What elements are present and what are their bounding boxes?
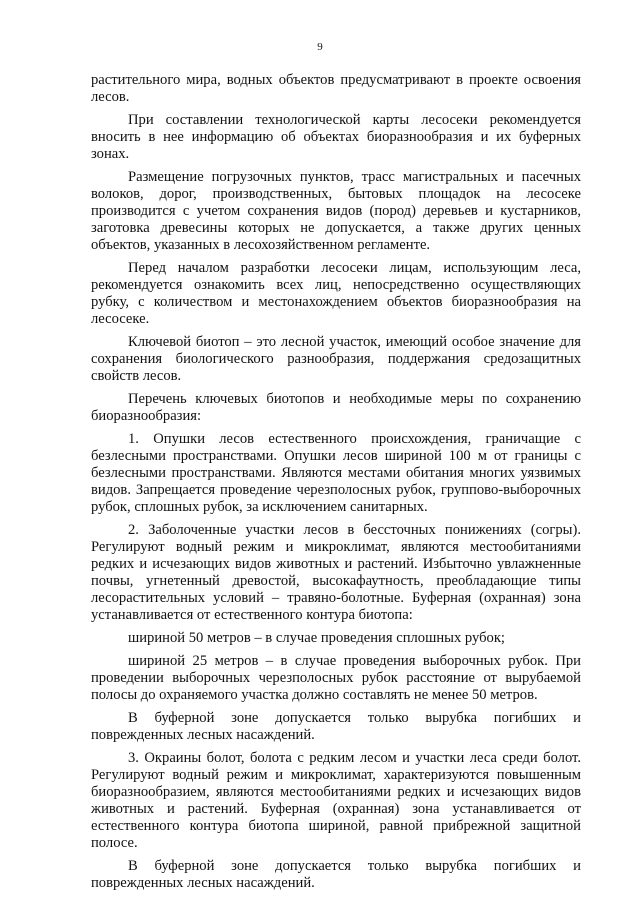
paragraph-technological-map: При составлении технологической карты лесосеки рекомендуется вносить в нее информацию об объектах биоразнообразия и их буферных зонах. — [91, 112, 581, 162]
list-item-forest-edges: 1. Опушки лесов естественного происхождения, граничащие с безлесными пространствами. Опушки лесов шириной 100 м от границы с безлесными пространствами. Являются местами обитания многих уязвимых видов. Запрещается проведение черезполосных рубок, группово-выборочных рубок, сплошных рубок, за исключением санитарных. — [91, 431, 581, 515]
paragraph-familiarization: Перед началом разработки лесосеки лицам, использующим леса, рекомендуется ознакомить всех лиц, непосредственно осуществляющих рубку, с количеством и местонахождением объектов биоразнообразия на лесосеке. — [91, 260, 581, 327]
paragraph-loading-points: Размещение погрузочных пунктов, трасс магистральных и пасечных волоков, дорог, производственных, бытовых площадок на лесосеке производится с учетом сохранения видов (пород) деревьев и кустарников, заготовка древесины которых не допускается, а также других ценных объектов, указанных в лесохозяйственном регламенте. — [91, 169, 581, 253]
paragraph-buffer-allowed-1: В буферной зоне допускается только вырубка погибших и поврежденных лесных насаждений. — [91, 710, 581, 743]
list-item-bog-margins: 3. Окраины болот, болота с редким лесом и участки леса среди болот. Регулируют водный режим и микроклимат, характеризуются повышенным биоразнообразием, являются местообитаниями редких и исчезающих видов животных и растений. Буферная (охранная) зона устанавливается от естественного контура биотопа шириной, равной прибрежной защитной полосе. — [91, 750, 581, 851]
page-number: 9 — [317, 41, 323, 53]
paragraph-buffer-allowed-2: В буферной зоне допускается только вырубка погибших и поврежденных лесных насаждений. — [91, 858, 581, 891]
paragraph-buffer-50m: шириной 50 метров – в случае проведения сплошных рубок; — [128, 630, 505, 646]
document-body — [91, 72, 581, 898]
list-item-wetland-forests: 2. Заболоченные участки лесов в бессточных понижениях (согры). Регулируют водный режим и микроклимат, являются местообитаниями редких и исчезающих видов животных и растений. Избыточно увлажненные почвы, угнетенный древостой, высокафаутность, преобладающие типы лесорастительных условий – травяно-болотные. Буферная (охранная) зона устанавливается от естественного контура биотопа: — [91, 522, 581, 623]
paragraph-buffer-25m: шириной 25 метров – в случае проведения выборочных рубок. При проведении выборочных черезполосных рубок расстояние от вырубаемой полосы до охраняемого участка должно составлять не менее 50 метров. — [91, 653, 581, 703]
paragraph-key-biotope-definition: Ключевой биотоп – это лесной участок, имеющий особое значение для сохранения биологического разнообразия, поддержания средозащитных свойств лесов. — [91, 334, 581, 384]
paragraph-list-intro: Перечень ключевых биотопов и необходимые меры по сохранению биоразнообразия: — [91, 391, 581, 424]
paragraph-continuation: растительного мира, водных объектов предусматривают в проекте освоения лесов. — [91, 72, 581, 105]
